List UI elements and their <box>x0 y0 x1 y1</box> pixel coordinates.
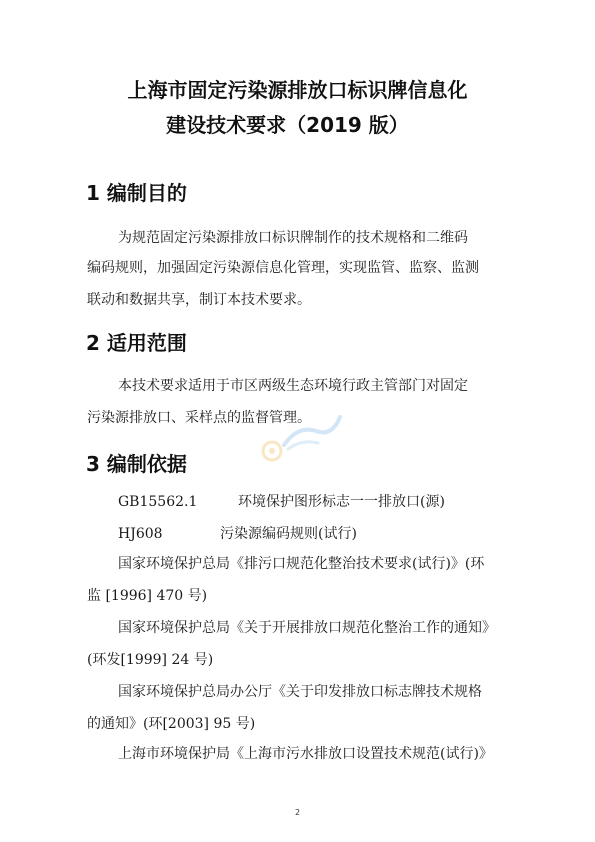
section-heading-purpose: 1 编制目的 <box>86 181 187 205</box>
reference-title: 污染源编码规则(试行) <box>220 526 357 542</box>
reference-title: 环境保护图形标志一一排放口(源) <box>238 494 445 510</box>
paragraph-line: 为规范固定污染源排放口标识牌制作的技术规格和二维码 <box>118 230 468 246</box>
reference-line: 监 [1996] 470 号) <box>87 588 208 604</box>
reference-line: 上海市环境保护局《上海市污水排放口设置技术规范(试行)》 <box>118 746 493 762</box>
reference-line: (环发[1999] 24 号) <box>87 652 214 668</box>
reference-line: 国家环境保护总局办公厅《关于印发排放口标志牌技术规格 <box>118 684 482 700</box>
watermark-logo-icon <box>258 405 348 465</box>
reference-line: 国家环境保护总局《关于开展排放口规范化整治工作的通知》 <box>118 620 496 636</box>
page-number: 2 <box>294 808 301 817</box>
document-title-line1: 上海市固定污染源排放口标识牌信息化 <box>127 78 468 102</box>
reference-code: HJ608 <box>118 526 163 542</box>
document-title-line2: 建设技术要求（2019 版） <box>166 113 409 137</box>
paragraph-line: 污染源排放口、采样点的监督管理。 <box>87 410 311 426</box>
paragraph-line: 本技术要求适用于市区两级生态环境行政主管部门对固定 <box>118 378 468 394</box>
paragraph-line: 编码规则，加强固定污染源信息化管理，实现监管、监察、监测 <box>87 260 479 276</box>
reference-line: 的通知》(环[2003] 95 号) <box>87 716 256 732</box>
paragraph-line: 联动和数据共享，制订本技术要求。 <box>87 292 311 308</box>
reference-code: GB15562.1 <box>118 494 198 510</box>
section-heading-scope: 2 适用范围 <box>86 331 187 355</box>
section-heading-basis: 3 编制依据 <box>86 452 187 476</box>
reference-line: 国家环境保护总局《排污口规范化整治技术要求(试行)》(环 <box>118 556 485 572</box>
